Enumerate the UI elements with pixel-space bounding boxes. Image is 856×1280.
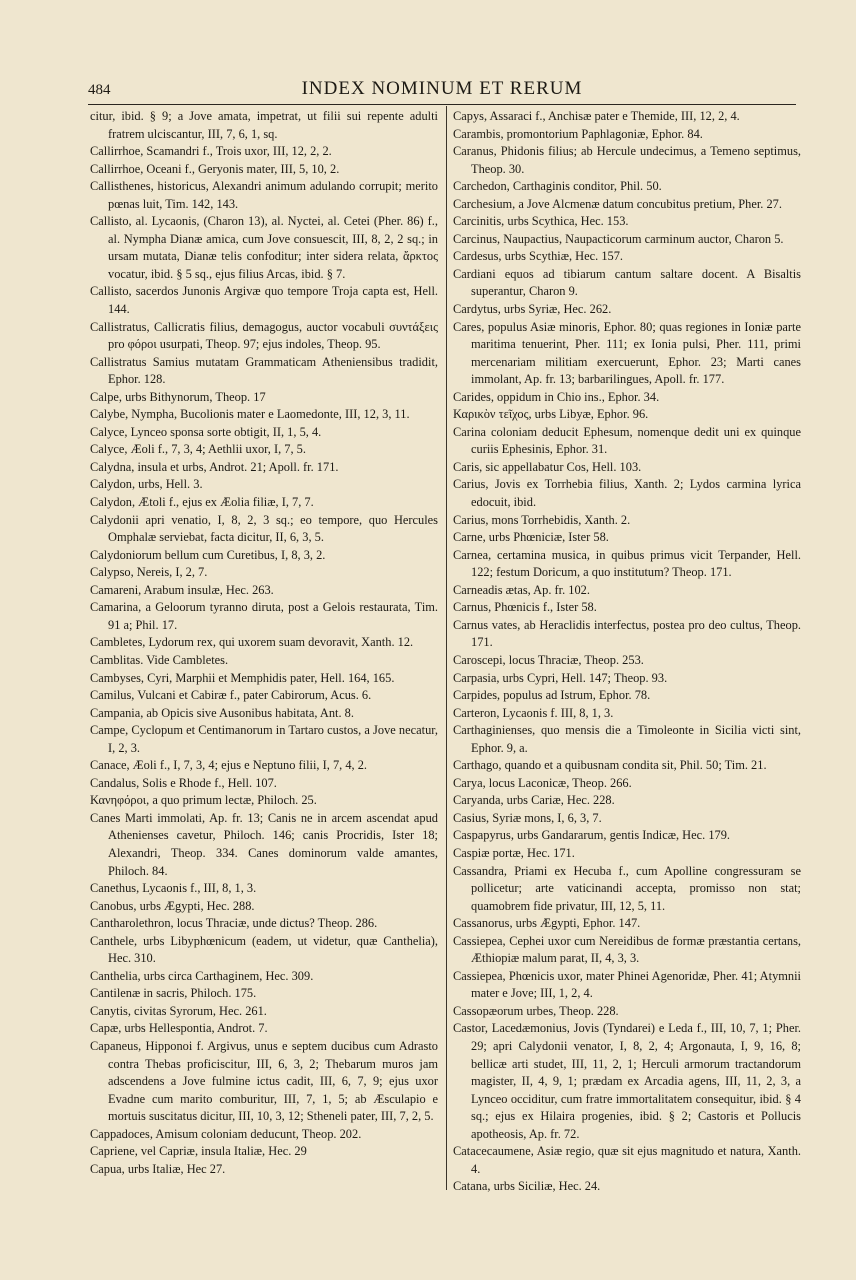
index-entry: Calydon, Ætoli f., ejus ex Æolia filiæ, I, 7, 7. xyxy=(90,495,314,510)
index-entry: Catacecaumene, Asiæ regio, quæ sit ejus magnitudo et natura, Xanth. 4. xyxy=(453,1144,801,1176)
index-entry: Castor, Lacedæmonius, Jovis (Tyndarei) e Leda f., III, 10, 7, 1; Pher. 29; apri Calydonii venator, I, 8, 2, 4; Argonauta, I, 9, 16, 8; bellicæ arti studet, III, 11, 2, 1; Herculi armorum tractandorum magister, II, 4, 9, 1; prædam ex Arcadia agens, III, 11, 2, 3, a Lynceo occiditur, cum fratre immortalitatem consequitur, ibid. § 4 sq.; ejus ex Hilaira progenies, ibid. § 2; Castoris et Pollucis apotheosis, Ap. fr. 72. xyxy=(453,1021,801,1141)
index-entry: Callisthenes, historicus, Alexandri animum adulando corrupit; merito pœnas luit, Tim. 142, 143. xyxy=(90,179,438,211)
index-entry: Camblitas. Vide Cambletes. xyxy=(90,652,229,667)
index-entry: Camarina, a Geloorum tyranno diruta, post a Gelois restaurata, Tim. 91 a; Phil. 17. xyxy=(90,600,438,632)
index-entry: Cassandra, Priami ex Hecuba f., cum Apolline congressuram se pollicetur; arte vaticinandi accepta, promisso non stat; quamobrem fide privatur, III, 12, 5, 11. xyxy=(453,863,801,913)
page-header xyxy=(88,74,796,105)
index-entry: Calydon, urbs, Hell. 3. xyxy=(90,477,203,492)
index-entry: Canytis, civitas Syrorum, Hec. 261. xyxy=(90,1003,267,1018)
index-entry: Callistratus, Callicratis filius, demagogus, auctor vocabuli συντάξεις pro φόροι usurpati, Theop. 97; ejus indoles, Theop. 95. xyxy=(90,319,438,352)
index-entry: Cardesus, urbs Scythiæ, Hec. 157. xyxy=(453,249,624,264)
index-entry: Canthelia, urbs circa Carthaginem, Hec. 309. xyxy=(90,968,314,983)
index-entry: Calyce, Lynceo sponsa sorte obtigit, II, 1, 5, 4. xyxy=(90,424,322,439)
index-entry: Camilus, Vulcani et Cabiræ f., pater Cabirorum, Acus. 6. xyxy=(90,688,372,703)
index-entry: Cantharolethron, locus Thraciæ, unde dictus? Theop. 286. xyxy=(90,916,378,931)
index-entry: Callisto, al. Lycaonis, (Charon 13), al. Nyctei, al. Cetei (Pher. 86) f., al. Nympha Dianæ amica, cum Jove consuescit, III, 8, 2, 2 sq.; in ursam mutata, Dianæ telis confoditur; inter sidera relata, ἄρκτος vocatur, ibid. § 5 sq., ejus filius Arcas, ibid. § 7. xyxy=(90,214,438,281)
index-entry: Calypso, Nereis, I, 2, 7. xyxy=(90,565,208,580)
index-entry: Callirrhoe, Oceani f., Geryonis mater, III, 5, 10, 2. xyxy=(90,161,340,176)
page-title: INDEX NOMINUM ET RERUM xyxy=(301,78,583,99)
index-entry: Caspapyrus, urbs Gandararum, gentis Indicæ, Hec. 179. xyxy=(453,828,731,843)
index-entry: Carnus, Phœnicis f., Ister 58. xyxy=(453,600,597,615)
index-entry: Cassiepea, Cephei uxor cum Nereidibus de formæ præstantia certans, Æthiopiæ malum parat, II, 4, 3, 3. xyxy=(453,933,801,966)
index-entry: Cardytus, urbs Syriæ, Hec. 262. xyxy=(453,302,612,317)
index-entry: Carcinitis, urbs Scythica, Hec. 153. xyxy=(453,214,629,229)
index-entry: Carnus vates, ab Heraclidis interfectus, postea pro deo cultus, Theop. 171. xyxy=(453,617,801,650)
index-entry: Canethus, Lycaonis f., III, 8, 1, 3. xyxy=(90,881,257,896)
index-entry: Caroscepi, locus Thraciæ, Theop. 253. xyxy=(453,652,644,667)
index-entry: Cardiani equos ad tibiarum cantum saltare docent. A Bisaltis superantur, Charon 9. xyxy=(453,266,801,299)
index-entry: Carchedon, Carthaginis conditor, Phil. 50. xyxy=(453,179,662,194)
index-entry: Casius, Syriæ mons, I, 6, 3, 7. xyxy=(453,810,602,825)
index-entry: Capua, urbs Italiæ, Hec 27. xyxy=(90,1161,226,1176)
index-entry: Calydonii apri venatio, I, 8, 2, 3 sq.; eo tempore, quo Hercules Omphalæ serviebat, facta dicitur, II, 6, 3, 5. xyxy=(90,512,438,545)
index-entry: Cassiepea, Phœnicis uxor, mater Phinei Agenoridæ, Pher. 41; Atymnii mater e Jove; III, 1, 2, 4. xyxy=(453,968,801,1001)
index-entry: Carius, mons Torrhebidis, Xanth. 2. xyxy=(453,512,631,527)
index-entry: Canthele, urbs Libyphœnicum (eadem, ut videtur, quæ Canthelia), Hec. 310. xyxy=(90,933,438,966)
index-entry: Caranus, Phidonis filius; ab Hercule undecimus, a Temeno septimus, Theop. 30. xyxy=(453,144,801,176)
index-entry: Carambis, promontorium Paphlagoniæ, Ephor. 84. xyxy=(453,126,703,141)
index-entry: Capys, Assaraci f., Anchisæ pater e Themide, III, 12, 2, 4. xyxy=(453,109,740,123)
index-entry: Κανηφόροι, a quo primum lectæ, Philoch. 25. xyxy=(90,793,317,808)
index-entry: Carina coloniam deducit Ephesum, nomenque dedit uni ex quinque curiis Ephesinis, Ephor. 31. xyxy=(453,424,801,457)
index-entry: Carne, urbs Phœniciæ, Ister 58. xyxy=(453,530,609,545)
index-entry: Candalus, Solis e Rhode f., Hell. 107. xyxy=(90,775,277,790)
right-column xyxy=(453,108,801,1196)
index-entry: Capæ, urbs Hellespontia, Androt. 7. xyxy=(90,1021,268,1036)
index-entry: Cambyses, Cyri, Marphii et Memphidis pater, Hell. 164, 165. xyxy=(90,670,395,685)
index-entry: Carcinus, Naupactius, Naupacticorum carminum auctor, Charon 5. xyxy=(453,231,784,246)
index-entry: Campania, ab Opicis sive Ausonibus habitata, Ant. 8. xyxy=(90,705,354,720)
index-entry: Carthaginienses, quo mensis die a Timoleonte in Sicilia victi sint, Ephor. 9, a. xyxy=(453,723,801,755)
index-entry: citur, ibid. § 9; a Jove amata, impetrat, ut filii sui repente adulti fratrem ulciscantur, III, 7, 6, 1, sq. xyxy=(90,109,438,141)
index-entry: Canes Marti immolati, Ap. fr. 13; Canis ne in arcem ascendat apud Athenienses cavetur, Philoch. 146; canis Procridis, Ister 18; Alexandri, Theop. 334. Canes dominorum valde amantes, Philoch. 84. xyxy=(90,810,438,878)
index-entry: Cappadoces, Amisum coloniam deducunt, Theop. 202. xyxy=(90,1126,362,1141)
index-entry: Caspiæ portæ, Hec. 171. xyxy=(453,845,575,860)
index-entry: Carneadis ætas, Ap. fr. 102. xyxy=(453,582,590,597)
index-entry: Carpasia, urbs Cypri, Hell. 147; Theop. 93. xyxy=(453,670,668,685)
index-entry: Carchesium, a Jove Alcmenæ datum concubitus pretium, Pher. 27. xyxy=(453,196,782,211)
index-entry: Caris, sic appellabatur Cos, Hell. 103. xyxy=(453,459,642,474)
index-entry: Carteron, Lycaonis f. III, 8, 1, 3. xyxy=(453,705,614,720)
index-entry: Carya, locus Laconicæ, Theop. 266. xyxy=(453,775,632,790)
index-entry: Calydna, insula et urbs, Androt. 21; Apoll. fr. 171. xyxy=(90,459,339,474)
index-entry: Carides, oppidum in Chio ins., Ephor. 34. xyxy=(453,389,660,404)
index-entry: Cantilenæ in sacris, Philoch. 175. xyxy=(90,986,257,1001)
index-entry: Callistratus Samius mutatam Grammaticam Atheniensibus tradidit, Ephor. 128. xyxy=(90,354,438,387)
index-entry: Carthago, quando et a quibusnam condita sit, Phil. 50; Tim. 21. xyxy=(453,758,767,773)
index-entry: Cares, populus Asiæ minoris, Ephor. 80; quas regiones in Ioniæ parte maritima tenuerint, Pher. 111; ex Ionia pulsi, Pher. 111, primi mercenariam militiam exercuerunt, Ephor. 23; Marti canes immolant, Ap. fr. 13; barbarilingues, Apoll. fr. 177. xyxy=(453,319,801,387)
index-entry: Canobus, urbs Ægypti, Hec. 288. xyxy=(90,898,255,913)
index-entry: Camareni, Arabum insulæ, Hec. 263. xyxy=(90,582,274,597)
index-entry: Calyce, Æoli f., 7, 3, 4; Aethlii uxor, I, 7, 5. xyxy=(90,442,306,457)
index-entry: Callisto, sacerdos Junonis Argivæ quo tempore Troja capta est, Hell. 144. xyxy=(90,284,438,317)
index-entry: Cassanorus, urbs Ægypti, Ephor. 147. xyxy=(453,916,641,931)
index-entry: Calpe, urbs Bithynorum, Theop. 17 xyxy=(90,389,266,404)
index-entry: Calydoniorum bellum cum Curetibus, I, 8, 3, 2. xyxy=(90,547,326,562)
index-entry: Cambletes, Lydorum rex, qui uxorem suam devoravit, Xanth. 12. xyxy=(90,635,414,650)
index-entry: Canace, Æoli f., I, 7, 3, 4; ejus e Neptuno filii, I, 7, 4, 2. xyxy=(90,758,368,773)
index-entry: Capriene, vel Capriæ, insula Italiæ, Hec. 29 xyxy=(90,1144,307,1159)
index-entry: Caryanda, urbs Cariæ, Hec. 228. xyxy=(453,793,615,808)
index-entry: Carius, Jovis ex Torrhebia filius, Xanth. 2; Lydos carmina lyrica edocuit, ibid. xyxy=(453,477,801,510)
index-entry: Catana, urbs Siciliæ, Hec. 24. xyxy=(453,1179,601,1194)
index-entry: Καρικὸν τεῖχος, urbs Libyæ, Ephor. 96. xyxy=(453,407,649,422)
index-entry: Carnea, certamina musica, in quibus primus vicit Terpander, Hell. 122; festum Doricum, a quo institutum? Theop. 171. xyxy=(453,547,801,580)
left-column xyxy=(90,108,438,1178)
column-divider xyxy=(446,106,447,1190)
index-entry: Carpides, populus ad Istrum, Ephor. 78. xyxy=(453,688,651,703)
page-number: 484 xyxy=(88,82,111,98)
index-entry: Calybe, Nympha, Bucolionis mater e Laomedonte, III, 12, 3, 11. xyxy=(90,407,410,422)
index-entry: Capaneus, Hipponoi f. Argivus, unus e septem ducibus cum Adrasto contra Thebas proficiscitur, III, 6, 3, 2; Thebarum muros jam adscendens a Jove fulmine ictus cadit, III, 6, 7, 9; ejus uxor Evadne cum marito comburitur, III, 7, 1, 5; ab Æsculapio e mortuis suscitatus dicitur, III, 10, 3, 12; Stheneli pater, III, 7, 2, 5. xyxy=(90,1038,438,1124)
index-entry: Callirrhoe, Scamandri f., Trois uxor, III, 12, 2, 2. xyxy=(90,144,332,159)
index-entry: Campe, Cyclopum et Centimanorum in Tartaro custos, a Jove necatur, I, 2, 3. xyxy=(90,723,438,755)
index-entry: Cassopæorum urbes, Theop. 228. xyxy=(453,1003,619,1018)
